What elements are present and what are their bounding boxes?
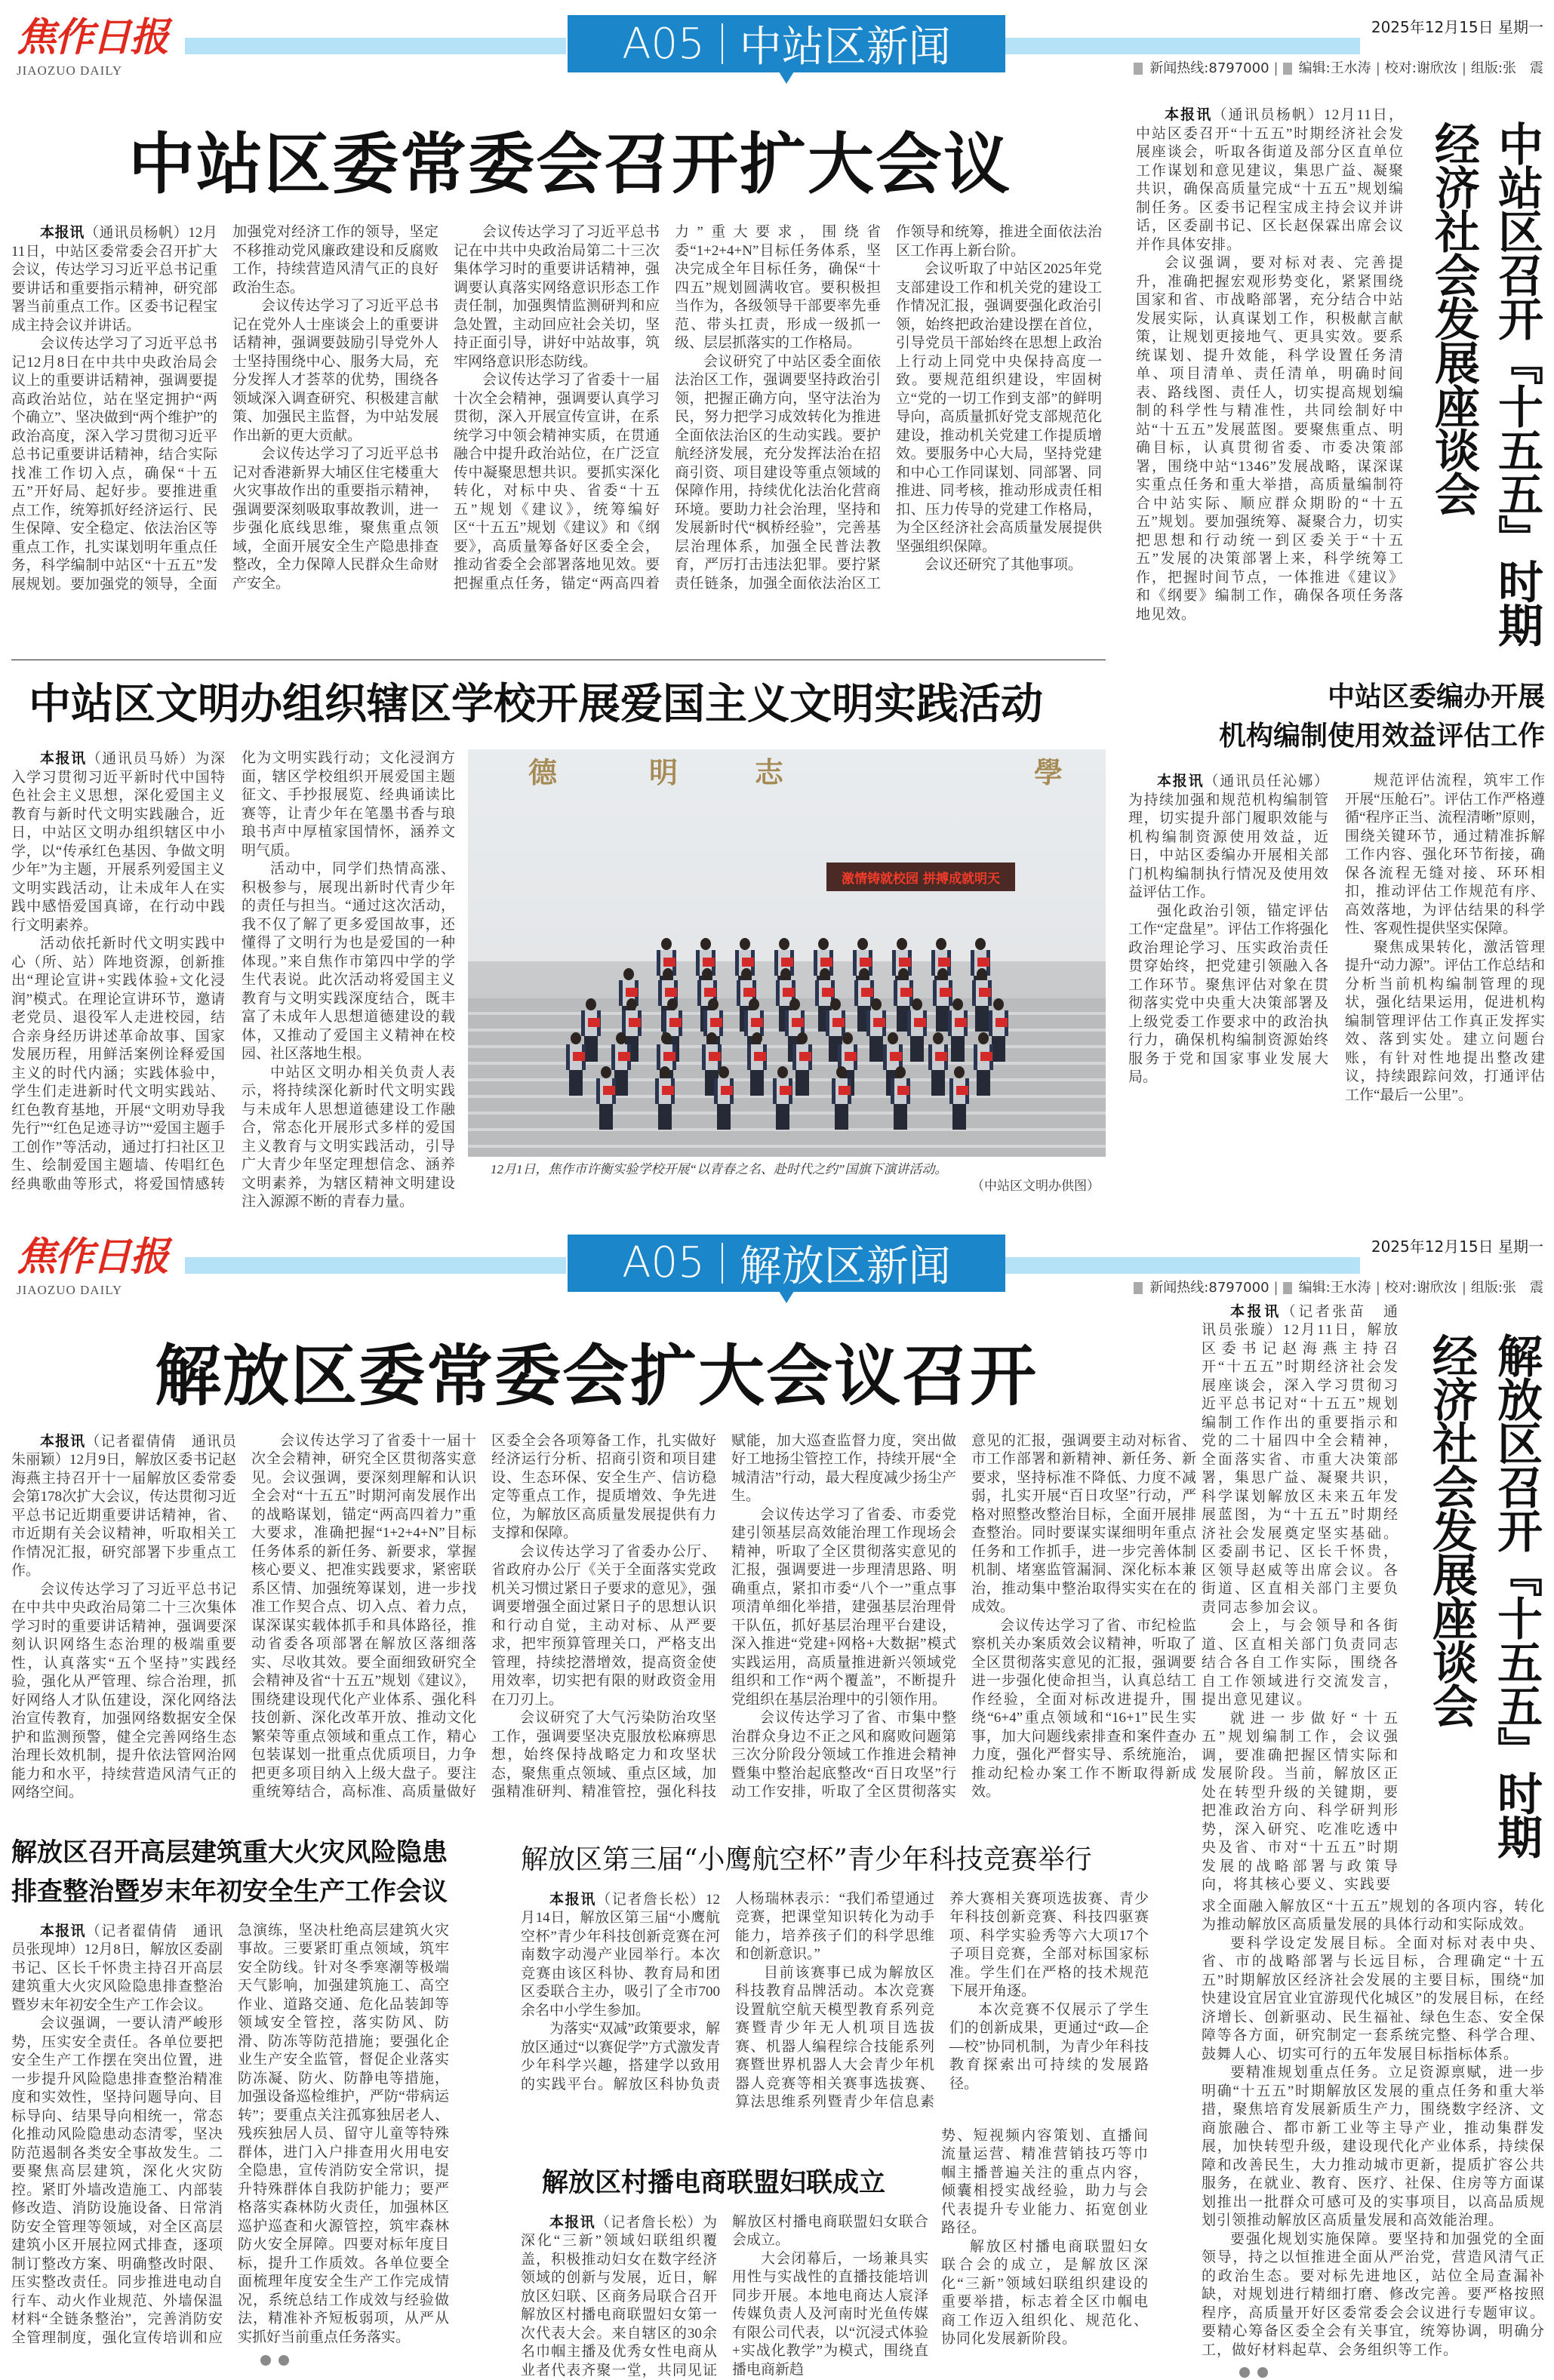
top-story-row (0, 98, 1554, 646)
paragraph: 解放区村播电商联盟妇女联合会的成立，是解放区深化“三新”领域妇联组织建设的重要举措，标志着全区巾帼电商工作迈入组织化、规范化、协同化发展新阶段。 (941, 2238, 1149, 2349)
paragraph: 要科学设定发展目标。全面对标对表中央、省、市的战略部署与长远目标，合理确定“十五五”时期解放区经济社会发展的主要目标，围绕“加快建设宜居宜业宜游现代化城区”的发展目标，在经济增长、创新驱动、民生福祉、绿色生态、安全保障等各方面，研究制定一套系统完整、科学合理、鼓舞人心、切实可行的五年发展目标指标体系。 (1202, 1935, 1545, 2065)
lead-text: 12月9日，解放区委书记赵海燕主持召开十一届解放区委常委会第178次扩大会议，传达贯彻习近平总书记近期重要讲话精神，省、市近期有关会议精神，听取相关工作情况汇报，研究部署下步重点工作。 (11, 1452, 236, 1579)
article-body-zz-staffing (1128, 772, 1545, 1105)
paragraph: 会议传达学习了省委办公厅、省政府办公厅《关于全面落实党政机关习惯过紧日子要求的意见》，强调要增强全面过紧日子的思想认识和行动自觉，主动对标、从严要求，把牢预算管理关口，严格支出管理，持续挖潜增效，提高资金使用效率，切实把有限的财政资金用在刀刃上。 (491, 1543, 716, 1710)
paragraph: 目前该赛事已成为解放区科技教育品牌活动。本次竞赛设置航空航天模型教育系列竞赛暨青少年无人机项目选拔赛、机器人编程综合技能系列赛暨世界机器人大会青少年机器人竞赛等相关赛事选拔赛、算法思维系列暨青少年信息素养大赛相关赛项选拔赛、青少年科技创新竞赛、科技四驱赛项、科学实验秀等六大项17个子项目竞赛，全部对标国家标准。学生们在严格的技术规范下展开角逐。 (735, 1890, 1149, 2112)
paragraph: 会上，与会领导和各街道、区直相关部门负责同志结合各自工作实际，围绕各自工作领域进行交流发言，提出意见建议。 (1202, 1617, 1399, 1710)
headline-line-1: 中站区召开『十五五』时期 (1488, 121, 1546, 646)
wall-character: 明 (649, 757, 678, 790)
paragraph: 会议听取了中站区2025年党支部建设工作和机关党的建设工作情况汇报，强调要强化政治引领，始终把政治建设摆在首位，引导党员干部始终在思想上政治上行动上同党中央保持高度一致。要规范组织建设，牢固树立“党的一切工作到支部”的鲜明导向，高质量抓好党支部规范化建设，推动机关党建工作提质增效。要服务中心大局，坚持党建和中心工作同谋划、同部署、同推进、同考核，推动形成责任相扣、压力传导的党建工作格局，为全区经济社会高质量发展提供坚强组织保障。 (896, 260, 1102, 556)
dateline-tag: 本报讯 (1157, 773, 1204, 789)
article-body-jf-forum (1202, 1302, 1399, 1895)
byline: （通讯员杨帆） (85, 225, 188, 241)
paragraph: 聚焦成果转化，激活管理提升“动力源”。评估工作总结和分析当前机构编制管理的现状，强化结果运用，促进机构编制管理评估工作真正发挥实效、落到实处。建立问题台账，有针对性地提出整改建议，持续跟踪问效，打通评估工作“最后一公里”。 (1345, 939, 1545, 1105)
editor-credit: 编辑:王水涛 (1299, 1280, 1371, 1296)
paragraph: 求全面融入解放区“十五五”规划的各项内容，转化为推动解放区高质量发展的具体行动和实际成效。 (1202, 1898, 1545, 1935)
byline: （通讯员马娇） (87, 751, 195, 767)
page-ornament-dots (260, 2355, 449, 2366)
paragraph: 活动依托新时代文明实践中心（所、站）阵地资源，创新推出“理论宣讲+实践体验+文化浸润”模式。在理论宣讲环节，邀请老党员、退役军人走进校园，结合亲身经历讲述革命故事、国家发展历程，用鲜活案例诠释爱国主义的时代内涵；实践体验中，学生们走进新时代文明实践站、红色教育基地，开展“文明劝导我先行”“红色足迹寻访”“爱国主题手工创作”等活动，通过打扫社区卫生、绘制爱国主题墙、传唱红色经典歌曲等形式，将爱国情感转化为文明实践行动；文化浸润方面，辖区学校组织开展爱国主题征文、手抄报展览、经典诵读比赛等，让青少年在笔墨书香与琅琅书声中厚植家国情怀，涵养文明气质。 (11, 749, 455, 1212)
headline-line-1: 解放区召开高层建筑重大火灾风险隐患 (11, 1833, 449, 1872)
article-body-jf-meeting (11, 1432, 1196, 1803)
article-lead (11, 1432, 236, 1581)
paragraph: 会议传达学习了习近平总书记在中共中央政治局第二十三次集体学习时的重要讲话精神，强调要认真落实网络意识形态工作责任制，加强舆情监测研判和应急处置，主动回应社会关切，坚持正面引导，讲好中站故事，筑牢网络意识形态防线。 (454, 223, 660, 371)
page-credits: 新闻热线:8797000 | 编辑:王水涛 | 校对:谢欣汝 | 组版:张 震 (1134, 1280, 1543, 1296)
dateline-tag: 本报讯 (40, 750, 87, 767)
dateline-tag: 本报讯 (40, 1433, 85, 1450)
headline-line-2: 经济社会发展座谈会 (1423, 1333, 1480, 1858)
student-figure (773, 1066, 792, 1130)
news-photo-students (468, 749, 1106, 1157)
student-figure (949, 1066, 969, 1130)
paragraph: 大会闭幕后，一场兼具实用性与实战性的直播技能培训同步开展。本地电商达人宸泽传媒负责人及河南时光鱼传媒有限公司代表，以“沉浸式体验+实战化教学”为模式，围绕直播电商新趋 (732, 2250, 928, 2380)
page2-layout (0, 1318, 1554, 2380)
paragraph: 会议强调，要对标对表、完善提升，准确把握宏观形势变化，紧紧围绕国家和省、市战略部署，充分结合中站发展实际，认真谋划工作，积极献言献策，让规划更接地气、更具实效。要系统谋划、提升效能，科学设置任务清单、项目清单、责任清单，明确时间表、路线图、责任人，切实提高规划编制的科学性与精准性，共同绘制好中站“十五五”发展蓝图。要聚焦重点、明确目标，认真贯彻省委、市委决策部署，围绕中站“1346”发展战略，谋深谋实重点任务和重大举措，高质量编制符合中站实际、顺应群众期盼的“十五五”规划。要加强统筹、凝聚合力，切实把思想和行动统一到区委关于“十五五”发展的决策部署上来，科学统筹工作，把握时间节点，一体推进《建议》和《纲要》编制工作，确保各项任务落地见效。 (1136, 254, 1404, 624)
page2-left-column (11, 1318, 1196, 2380)
paragraph: 会议传达学习了省、市纪检监察机关办案质效会议精神，听取了全区贯彻落实意见的汇报，强调要进一步强化使命担当，认真总结工作经验，全面对标改进提升，围绕“6+4”重点领域和“16+1”民生实事，加大问题线索排查和案件查办力度，强化严督实导、系统施治，推动纪检办案工作不断取得新成效。 (971, 1617, 1196, 1802)
header-bar-right (1005, 1257, 1360, 1274)
wall-character: 學 (1034, 757, 1063, 790)
paragraph: 会议研究了大气污染防治攻坚工作，强调要坚决克服放松麻痹思想，始终保持战略定力和攻坚状态，聚焦重点领域、重点区域，加强精准研判、精准管控，强化科技赋能，加大巡查监督力度，突出做好工地扬尘管控工作，持续开展“全城清洁”行动，最大程度减少扬尘产生。 (491, 1432, 956, 1803)
banner-divider (722, 1243, 723, 1284)
page-header (0, 1219, 1554, 1318)
paragraph: 要精准规划重点任务。立足资源禀赋，进一步明确“十五五”时期解放区发展的重点任务和重大举措，聚焦培育发展新质生产力，围绕数字经济、文商旅融合、都市新工业等主导产业，推动集群发展，加快转型升级，建设现代化产业体系，持续保障和改善民生，大力推动城市更新，提质扩容公共服务，在就业、教育、医疗、社保、住房等方面谋划推出一批群众可感可及的实事项目，以高品质规划引领推动解放区高质量发展和高效能治理。 (1202, 2064, 1545, 2231)
paragraph: 规范评估流程，筑牢工作开展“压舱石”。评估工作严格遵循“程序正当、流程清晰”原则，围绕关键环节，通过精准拆解工作内容、强化环节衔接，确保各流程无缝对接、环环相扣，推动评估工作规范有序、高效落地，为评估结果的科学性、客观性提供坚实保障。 (1345, 772, 1545, 939)
paragraph: 势、短视频内容策划、直播间流量运营、精准营销技巧等巾帼主播普遍关注的重点内容，倾囊相授实战经验，助力与会代表提升专业能力、拓宽创业路径。 (941, 2127, 1149, 2238)
headline-jf-meeting: 解放区委常委会扩大会议召开 (11, 1334, 1196, 1417)
paragraph: 会议强调，一要认清严峻形势，压实安全责任。各单位要把安全生产工作摆在突出位置，进一步提升风险隐患排查整治精准度和实效性，坚持问题导向、目标导向、结果导向相统一，常态化推动风险隐患动态清零，坚决防范遏制各类安全事故发生。二要聚焦高层建筑，深化火灾防控。紧盯外墙改造施工、内部装修改造、消防设施设备、日常消防安全管理等领域，对全区高层建筑小区开展拉网式排查，逐项制订整改方案、明确整改时限、压实整改责任。同步推进电动自行车、动火作业规范、外墙保温材料“全链条整治”，完善消防安全管理制度，强化宣传培训和应急演练，坚决杜绝高层建筑火灾事故。三要紧盯重点领域，筑牢安全防线。针对冬季寒潮等极端天气影响，加强建筑施工、高空作业、道路交通、危化品装卸等领域安全管控，落实防风、防滑、防冻等防范措施；要强化企业生产安全监管，督促企业落实防冻凝、防火、防静电等措施，加强设备巡检维护，严防“带病运转”；要重点关注孤寡独居老人、残疾独居人员、留守儿童等特殊群体，进门入户排查用火用电安全隐患，宣传消防安全常识，提升特殊群体自我防护能力；要严格落实森林防火责任，加强林区巡护巡查和火源管控，筑牢森林防火安全屏障。四要对标年度目标，提升工作质效。各单位要全面梳理年度安全生产工作完成情况，系统总结工作成效与经验做法，精准补齐短板弱项，从严从实抓好当前重点任务落实。 (11, 1922, 449, 2348)
lead-text: 12月8日，解放区委副书记、区长千怀贵主持召开高层建筑重大火灾风险隐患排查整治暨岁末年初安全生产工作会议。 (11, 1942, 223, 2013)
banner-divider (722, 23, 723, 64)
proofreader-credit: 校对:谢欣汝 (1385, 60, 1457, 77)
article-lead (11, 1922, 223, 2016)
dateline-tag: 本报讯 (549, 1891, 596, 1908)
student-figure (747, 1032, 767, 1096)
paragraph: 会议传达学习了习近平总书记在中共中央政治局第二十三次集体学习时的重要讲话精神，强调要深刻认识网络生态治理的极端重要性，认真落实“五个坚持”实践经验，强化从严管理、综合治理，抓好网络人才队伍建设，深化网络法治宣传教育，加强网络数据安全保护和监测预警，健全完善网络生态治理长效机制，提升依法管网治网能力和水平，持续营造风清气正的网络空间。 (11, 1581, 236, 1803)
paragraph: 会议传达学习了习近平总书记对香港新界大埔区住宅楼重大火灾事故作出的重要指示精神，强调要深刻吸取事故教训，进一步强化底线思维，聚焦重点领域，全面开展安全生产隐患排查整改，全力保障人民群众生命财产安全。 (232, 445, 439, 593)
section-banner (568, 1235, 1005, 1292)
article-zz-meeting (11, 98, 1102, 594)
paragraph: 会议传达学习了习近平总书记在党外人士座谈会上的重要讲话精神，强调要鼓励引导党外人士坚持围绕中心、服务大局，充分发挥人才荟萃的优势，围绕各领域深入调查研究、积极建言献策、加强民主监督，为中站发展作出新的更大贡献。 (232, 297, 439, 445)
article-jf-village (521, 2127, 928, 2380)
student-figure (655, 1066, 675, 1130)
article-jf-fire (11, 1833, 449, 2366)
lead-text: 12月11日，中站区委常委会召开扩大会议，传达学习习近平总书记重要讲话和重要指示精神，研究部署当前重点工作。区委书记程宝成主持会议并讲话。 (11, 225, 217, 334)
newspaper-logo (17, 1233, 168, 1298)
page-ornament-dots (1239, 2367, 1545, 2378)
newspaper-page-jiefang (0, 1219, 1554, 2380)
student-figure (891, 1066, 910, 1130)
article-lead (11, 749, 225, 935)
jf-forum-top (1202, 1318, 1545, 1895)
paragraph: 会议传达学习了习近平总书记12月8日在中共中央政治局会议上的重要讲话精神，强调要提高政治站位，站在坚定拥护“两个确立”、坚决做到“两个维护”的政治高度，深入学习贯彻习近平总书记重要讲话精神，结合实际找准工作切入点，确保“十五五”开好局、起好步。要推进重点工作，统筹抓好经济运行、民生保障、安全稳定、依法治区等重点工作，扎实谋划明年重点任务，科学编制中站区“十五五”发展规划。要加强党的领导，全面加强党对经济工作的领导，坚定不移推动党风廉政建设和反腐败工作，持续营造风清气正的良好政治生态。 (11, 223, 439, 594)
newspaper-logo (17, 14, 168, 78)
byline: （记者詹长松） (595, 2215, 703, 2231)
second-story-row (0, 677, 1554, 1212)
page2-middle-column (521, 1833, 1149, 2380)
dateline-tag: 本报讯 (40, 224, 85, 241)
byline: （通讯员任沁娜） (1204, 773, 1328, 789)
issue-date: 2025年12月15日 星期一 (1371, 1238, 1543, 1256)
proofreader-credit: 校对:谢欣汝 (1385, 1280, 1457, 1296)
page-number: A05 (622, 20, 705, 69)
page-header (0, 0, 1554, 98)
layout-credit: 组版:张 震 (1471, 60, 1543, 77)
dateline-tag: 本报讯 (1230, 1303, 1282, 1320)
news-hotline: 新闻热线:8797000 (1149, 60, 1269, 77)
student-figure (948, 998, 968, 1062)
paragraph: 活动中，同学们热情高涨、积极参与，展现出新时代青少年的责任与担当。“通过这次活动，我不仅了解了更多爱国故事，还懂得了文明行为也是爱国的一种体现。”来自焦作市第四中学的学生代表说。此次活动将爱国主义教育与文明实践深度结合，既丰富了未成年人思想道德建设的载体，又推动了爱国主义精神在校园、社区落地生根。 (242, 860, 455, 1064)
article-body-jf-village-continued (941, 2127, 1149, 2349)
dateline-tag: 本报讯 (1165, 106, 1212, 123)
layout-credit: 组版:张 震 (1471, 1280, 1543, 1296)
logo-lettering: 焦作日报 (17, 14, 168, 62)
wall-character: 志 (755, 757, 783, 790)
banner-pointer-icon (779, 72, 794, 84)
article-body-jf-eagle (521, 1890, 1149, 2112)
article-zz-staffing (1128, 677, 1545, 1105)
paragraph: 就进一步做好“十五五”规划编制工作，会议强调，要准确把握区情实际和发展阶段。当前，解放区正处在转型升级的关键期，要把准政治方向、科学研判形势，深入研究、吃准吃透中央及省、市对“十五五”时期发展的战略部署与政策导向，将其核心要义、实践要 (1202, 1710, 1399, 1895)
logo-english: JIAOZUO DAILY (17, 63, 168, 78)
byline: （记者詹长松） (596, 1892, 706, 1908)
logo-lettering: 焦作日报 (17, 1233, 168, 1281)
headline-jf-eagle: 解放区第三届“小鹰航空杯”青少年科技竞赛举行 (521, 1842, 1149, 1878)
section-name: 中站区新闻 (740, 14, 951, 74)
headline-jf-fire (11, 1833, 449, 1911)
header-bar-left (185, 1257, 566, 1274)
student-figure (714, 1066, 734, 1130)
square-bullet-icon (1283, 63, 1292, 75)
headline-line-1: 解放区召开『十五五』时期 (1488, 1333, 1545, 1858)
vertical-headline-zz-forum (1410, 121, 1546, 646)
paragraph: 本次竞赛不仅展示了学生们的创新成果，更通过“政—企—校”协同机制，为青少年科技教育探索出可持续的发展路径。 (949, 2001, 1149, 2094)
wall-character: 德 (528, 757, 557, 790)
lead-text: 为持续加强和规范机构编制管理，切实提升部门履职效能与机构编制资源使用效益，近日，中站区委编办开展相关部门机构编制执行情况及使用效益评估工作。 (1128, 792, 1328, 901)
byline: （记者翟倩倩 通讯员朱丽颖） (11, 1434, 236, 1468)
vertical-headline-jf-forum (1405, 1333, 1545, 1858)
header-bar-left (185, 38, 566, 54)
article-lead (1136, 106, 1404, 254)
student-figure (792, 1032, 812, 1096)
page-number: A05 (622, 1238, 705, 1287)
article-body-zz-civil (11, 749, 455, 1212)
article-lead (1128, 772, 1328, 902)
page-credits: 新闻热线:8797000 | 编辑:王水涛 | 校对:谢欣汝 | 组版:张 震 (1134, 60, 1543, 77)
student-figure (566, 1032, 586, 1096)
dateline-tag: 本报讯 (549, 2214, 595, 2231)
byline: （记者翟倩倩 通讯员张现坤） (11, 1923, 223, 1958)
village-story-row (521, 2127, 1149, 2380)
headline-zz-meeting: 中站区委常委会召开扩大会议 (11, 122, 1102, 205)
headline-zz-civil: 中站区文明办组织辖区学校开展爱国主义文明实践活动 (11, 677, 1106, 731)
article-lead (521, 1890, 720, 2021)
article-body-jf-fire (11, 1922, 449, 2348)
issue-date: 2025年12月15日 星期一 (1371, 18, 1543, 36)
student-figure (907, 998, 927, 1062)
photo-credit: （中站区文明办供图） (468, 1178, 1106, 1195)
lead-text: 为深入学习贯彻习近平新时代中国特色社会主义思想，深化爱国主义教育与新时代文明实践融合，近日，中站区文明办组织辖区中小学，以“传承红色基因、争做文明少年”为主题，开展系列爱国主义文明实践活动，让未成年人在实践中感悟爱国真谛，在行动中践行文明素养。 (11, 751, 225, 933)
headline-line-2: 排查整治暨岁末年初安全生产工作会议 (11, 1872, 449, 1911)
lead-text: 12月14日，解放区第三届“小鹰航空杯”青少年科技创新竞赛在河南数字动漫产业园举行。本次竞赛由该区科协、教育局和团区委联合主办，吸引了全市700余名中小学生参加。 (521, 1892, 720, 2019)
paragraph: 强化政治引领，锚定评估工作“定盘星”。评估工作将强化政治理论学习、压实政治责任贯穿始终，把党建引领融入各工作环节。聚焦评估对象在贯彻落实党中央重大决策部署及上级党委工作要求中的政治执行力，确保机构编制资源始终服务于党和国家事业发展大局。 (1128, 902, 1328, 1087)
article-lead (11, 223, 217, 335)
article-lead (1202, 1302, 1399, 1618)
article-body-jf-village (521, 2213, 928, 2380)
section-name: 解放区新闻 (740, 1233, 951, 1293)
student-figure (974, 1032, 993, 1096)
paragraph: 会议研究了中站区委全面依法治区工作，强调要坚持政治引领，把握正确方向，坚守法治为民，努力把学习成效转化为推进全面依法治区的生动实践。要护航经济发展，充分发挥法治在招商引资、项目建设等重点领域的保障作用，持续优化法治化营商环境。要助力社会治理，坚持和发展新时代“枫桥经验”，完善基层治理体系，加强全民普法教育，严厉打击违法犯罪。要拧紧责任链条，加强全面依法治区工作领导和统筹，推进全面依法治区工作再上新台阶。 (675, 223, 1102, 594)
led-sign: 激情铸就校园 拼搏成就明天 (826, 863, 1015, 891)
headline-line-2: 机构编制使用效益评估工作 (1128, 716, 1545, 755)
photo-block (468, 749, 1106, 1195)
page2-bottom-row (11, 1833, 1196, 2380)
student-figure (832, 1066, 851, 1130)
paragraph: 会议传达学习了省委、市委党建引领基层高效能治理工作现场会精神，听取了全区贯彻落实意见的汇报，强调要进一步理清思路、明确重点，紧扣市委“八个一”重点事项清单细化举措，建强基层治理骨干队伍，抓好基层治理平台建设，深入推进“党建+网格+大数据”模式实践运用，高质量推进新兴领域党组织和工作“两个覆盖”，不断提升党组织在基层治理中的引领作用。 (731, 1506, 956, 1710)
lead-text: 为深化“三新”领域妇联组织覆盖，积极推动妇女在数字经济领域的创新与发展，近日，解放区妇联、区商务局联合召开解放区村播电商联盟妇女第一次代表大会。来自辖区的30余名巾帼主播及优秀女性电商从业者代表齐聚一堂，共同见证解放区村播电商联盟妇女联合会成立。 (521, 2214, 928, 2378)
lead-text: 12月11日，解放区委书记赵海燕主持召开“十五五”时期经济社会发展座谈会，深入学习贯彻习近平总书记对“十五五”规划编制工作作出的重要指示和党的二十届四中全会精神，全面落实省、市重大决策部署，集思广益、凝聚共识，科学谋划解放区未来五年发展蓝图，为“十五五”时期经济社会发展奠定坚实基础。区委副书记、区长千怀贵，区领导赵威等出席会议。各街道、区直相关部门主要负责同志参加会议。 (1202, 1322, 1399, 1616)
paragraph: 会议传达学习了省委十一届十次全会精神，研究全区贯彻落实意见。会议强调，要深刻理解和认识全会对“十五五”时期河南发展作出的战略谋划，锚定“两高四着力”重大要求，准确把握“1+2+4+N”目标任务体系的新任务、新要求，掌握核心要义、把准实践要求，紧密联系区情、加强统筹谋划，进一步找准工作契合点、切入点、着力点，谋深谋实载体抓手和具体路径，推动省委各项部署在解放区落细落实、尽收其效。要全面细致研究全会精神及省“十五五”规划《建议》，围绕建设现代化产业体系、强化科技创新、深化改革开放、推动文化繁荣等重点领域和重点工作，精心包装谋划一批重点优质项目，力争把更多项目纳入上级大盘子。要注重统筹结合，高标准、高质量做好区委全会各项筹备工作，扎实做好经济运行分析、招商引资和项目建设、生态环保、安全生产、信访稳定等重点工作，提质增效、争先进位，为解放区高质量发展提供有力支撑和保障。 (251, 1432, 716, 1803)
page2-right-column (1202, 1318, 1545, 2378)
news-hotline: 新闻热线:8797000 (1149, 1280, 1269, 1296)
article-body-jf-forum-continued (1202, 1898, 1545, 2360)
student-figure (596, 1066, 616, 1130)
headline-zz-staffing (1128, 677, 1545, 755)
headline-line-1: 中站区委编办开展 (1128, 677, 1545, 716)
civil-story-content (11, 749, 1106, 1212)
headline-line-2: 经济社会发展座谈会 (1425, 121, 1482, 646)
banner-pointer-icon (779, 1291, 794, 1303)
header-bar-right (1005, 38, 1360, 54)
square-bullet-icon (1134, 1282, 1143, 1294)
square-bullet-icon (1283, 1282, 1292, 1294)
student-figure (928, 1032, 948, 1096)
square-bullet-icon (1134, 63, 1143, 75)
logo-english: JIAOZUO DAILY (17, 1283, 168, 1298)
section-banner (568, 15, 1005, 72)
byline: （通讯员杨帆） (1212, 107, 1324, 123)
lead-text: 12月11日，中站区委召开“十五五”时期经济社会发展座谈会，听取各街道及部分区直单位工作谋划和意见建议，集思广益、凝聚共识，确保高质量完成“十五五”规划编制任务。区委书记程宝成主持会议并讲话，区委副书记、区长赵保霖出席会议并作具体安排。 (1136, 107, 1404, 253)
paragraph: 为落实“双减”政策要求，解放区通过“以赛促学”方式激发青少年科学兴趣，搭建学以致用的实践平台。解放区科协负责人杨瑞林表示：“我们希望通过竞赛，把课堂知识转化为动手能力，培养孩子们的科学思维和创新意识。” (521, 1890, 934, 2112)
paragraph: 会议还研究了其他事项。 (896, 556, 1102, 575)
editor-credit: 编辑:王水涛 (1299, 60, 1371, 77)
civil-story-area (11, 677, 1106, 1212)
photo-caption: 12月1日，焦作市许衡实验学校开展“以青春之名、赴时代之约”国旗下演讲活动。 (491, 1161, 1106, 1178)
paragraph: 会议传达学习了省委十一届十次全会精神，强调要认真学习贯彻，深入开展宣传宣讲，在系统学习中领会精神实质，在贯通融合中提升政治站位，在广泛宣传中凝聚思想共识。要抓实深化转化，对标中央、省委“十五五”规划《建议》，统筹编好区“十五五”规划《建议》和《纲要》，高质量筹备好区委全会，推动省委全会部署落地见效。要把握重点任务，锚定“两高四着力”重大要求，围绕省委“1+2+4+N”目标任务体系，坚决完成全年目标任务，确保“十四五”规划圆满收官。要积极担当作为，各级领导干部要率先垂范、带头扛责，形成一级抓一级、层层抓落实的工作格局。 (454, 223, 881, 594)
paragraph: 要强化规划实施保障。要坚持和加强党的全面领导，持之以恒推进全面从严治党，营造风清气正的政治生态。要对标先进地区，站位全局查漏补缺，对规划进行精细打磨、修改完善。要严格按照程序，高质量开好区委常委会会议进行专题审议。要精心筹备区委全会有关事宜，统筹协调，明确分工，做好材料起草、会务组织等工作。 (1202, 2231, 1545, 2360)
paragraph: 中站区文明办相关负责人表示，将持续深化新时代文明实践与未成年人思想道德建设工作融合，常态化开展形式多样的爱国主义教育与文明实践活动，引导广大青少年坚定理想信念、涵养文明素养，为辖区精神文明建设注入源源不断的青春力量。 (242, 1064, 455, 1212)
dateline-tag: 本报讯 (40, 1923, 86, 1939)
byline: （记者张苗 通讯员张璇） (1202, 1304, 1399, 1339)
paragraph: 会议传达学习了省、市集中整治群众身边不正之风和腐败问题第三次分阶段分领域工作推进会精神暨集中整治起底整改“百日攻坚”行动工作安排，听取了全区贯彻落实意见的汇报，强调要主动对标省、市工作部署和新精神、新任务、新要求，坚持标准不降低、力度不减弱，扎实开展“百日攻坚”行动，严格对照整改整治目标，全面开展排查整治。同时要谋实谋细明年重点任务和工作抓手，进一步完善体制机制、堵塞监管漏洞、深化标本兼治，推动集中整治取得实实在在的成效。 (731, 1432, 1196, 1803)
article-body-zz-meeting (11, 223, 1102, 594)
headline-jf-village: 解放区村播电商联盟妇联成立 (521, 2165, 928, 2201)
article-body-zz-forum (1136, 106, 1404, 624)
